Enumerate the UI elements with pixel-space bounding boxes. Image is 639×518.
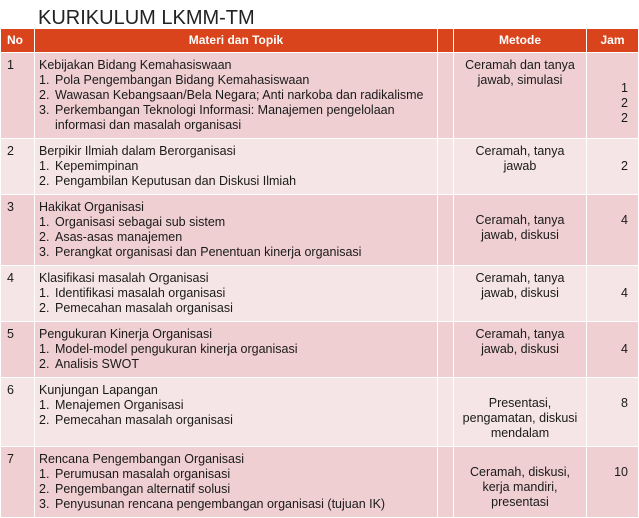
subtopic-item <box>39 103 433 133</box>
table-row <box>1 447 639 518</box>
topic-cell <box>35 322 438 378</box>
subtopic-list <box>39 159 433 189</box>
subtopic-item <box>39 497 433 512</box>
subtopic-text: Organisasi sebagai sub sistem <box>55 215 226 229</box>
header-jam: Jam <box>587 29 639 53</box>
method-text: Ceramah, diskusi, kerja mandiri, presentasi <box>469 465 571 509</box>
row-number: 3 <box>1 195 35 266</box>
page-title: KURIKULUM LKMM-TM <box>38 7 255 29</box>
subtopic-number: 2. <box>39 301 50 315</box>
topic-title: Kunjungan Lapangan <box>39 383 158 397</box>
subtopic-number: 2. <box>39 88 50 102</box>
subtopic-number: 2. <box>39 174 50 188</box>
topic-title: Berpikir Ilmiah dalam Berorganisasi <box>39 144 236 158</box>
subtopic-item <box>39 342 433 357</box>
header-materi: Materi dan Topik <box>35 29 438 53</box>
subtopic-number: 2. <box>39 230 50 244</box>
subtopic-text: Menajemen Organisasi <box>55 398 184 412</box>
subtopic-item <box>39 159 433 174</box>
method-text: Presentasi, pengamatan, diskusi mendalam <box>462 396 578 440</box>
blank-cell <box>438 447 454 518</box>
table-header-row <box>1 29 639 53</box>
subtopic-number: 1. <box>39 286 50 300</box>
hours-value: 8 <box>621 396 628 410</box>
subtopic-text: Perumusan masalah organisasi <box>55 467 231 481</box>
subtopic-number: 1. <box>39 467 50 481</box>
subtopic-text: Perkembangan Teknologi Informasi: Manajemen pengelolaan informasi dan masalah organisasi <box>55 103 395 132</box>
row-number: 4 <box>1 266 35 322</box>
subtopic-item <box>39 482 433 497</box>
subtopic-text: Asas-asas manajemen <box>55 230 183 244</box>
table-row <box>1 266 639 322</box>
table-row <box>1 322 639 378</box>
hours-value: 2 <box>621 159 628 173</box>
method-cell <box>454 378 587 447</box>
subtopic-list <box>39 73 433 133</box>
hours-cell <box>587 139 639 195</box>
method-cell <box>454 139 587 195</box>
subtopic-number: 2. <box>39 413 50 427</box>
subtopic-list <box>39 342 433 372</box>
subtopic-list <box>39 286 433 316</box>
subtopic-item <box>39 215 433 230</box>
topic-title: Hakikat Organisasi <box>39 200 144 214</box>
hours-cell <box>587 322 639 378</box>
row-number: 2 <box>1 139 35 195</box>
method-cell <box>454 195 587 266</box>
subtopic-item <box>39 88 433 103</box>
hours-cell <box>587 266 639 322</box>
hours-cell <box>587 195 639 266</box>
blank-cell <box>438 139 454 195</box>
table-row <box>1 53 639 139</box>
blank-cell <box>438 266 454 322</box>
subtopic-text: Pengambilan Keputusan dan Diskusi Ilmiah <box>55 174 297 188</box>
topic-title: Kebijakan Bidang Kemahasiswaan <box>39 58 232 72</box>
subtopic-text: Penyusunan rencana pengembangan organisasi (tujuan IK) <box>55 497 386 511</box>
topic-cell <box>35 266 438 322</box>
hours-stack <box>597 396 628 411</box>
method-cell <box>454 322 587 378</box>
subtopic-item <box>39 413 433 428</box>
subtopic-list <box>39 215 433 260</box>
blank-cell <box>438 322 454 378</box>
blank-cell <box>438 53 454 139</box>
header-metode: Metode <box>454 29 587 53</box>
table-row <box>1 378 639 447</box>
subtopic-text: Identifikasi masalah organisasi <box>55 286 226 300</box>
hours-cell <box>587 378 639 447</box>
method-text: Ceramah, tanya jawab, diskusi <box>475 271 565 300</box>
subtopic-text: Kepemimpinan <box>55 159 139 173</box>
table-row <box>1 195 639 266</box>
table-body <box>1 53 639 518</box>
subtopic-text: Pemecahan masalah organisasi <box>55 301 233 315</box>
subtopic-number: 1. <box>39 342 50 356</box>
subtopic-text: Pemecahan masalah organisasi <box>55 413 233 427</box>
subtopic-item <box>39 467 433 482</box>
subtopic-item <box>39 245 433 260</box>
subtopic-text: Pola Pengembangan Bidang Kemahasiswaan <box>55 73 310 87</box>
subtopic-number: 3. <box>39 245 50 259</box>
hours-value: 4 <box>621 213 628 227</box>
curriculum-table <box>0 28 639 518</box>
subtopic-text: Pengembangan alternatif solusi <box>55 482 231 496</box>
subtopic-list <box>39 398 433 428</box>
hours-stack <box>597 286 628 301</box>
hours-value: 2 <box>621 96 628 110</box>
method-cell <box>454 447 587 518</box>
hours-value: 4 <box>621 286 628 300</box>
method-text: Ceramah dan tanya jawab, simulasi <box>465 58 575 87</box>
subtopic-number: 1. <box>39 215 50 229</box>
topic-cell <box>35 195 438 266</box>
hours-stack <box>597 213 628 228</box>
subtopic-number: 2. <box>39 357 50 371</box>
method-cell <box>454 266 587 322</box>
subtopic-number: 3. <box>39 103 50 117</box>
row-number: 1 <box>1 53 35 139</box>
subtopic-item <box>39 357 433 372</box>
row-number: 5 <box>1 322 35 378</box>
method-text: Ceramah, tanya jawab, diskusi <box>475 213 565 242</box>
subtopic-item <box>39 286 433 301</box>
topic-cell <box>35 139 438 195</box>
topic-cell <box>35 447 438 518</box>
blank-cell <box>438 195 454 266</box>
hours-stack <box>597 81 628 126</box>
subtopic-item <box>39 301 433 316</box>
subtopic-item <box>39 230 433 245</box>
subtopic-list <box>39 467 433 512</box>
hours-stack <box>597 342 628 357</box>
subtopic-item <box>39 174 433 189</box>
method-text: Ceramah, tanya jawab <box>475 144 565 173</box>
table-row <box>1 139 639 195</box>
subtopic-number: 2. <box>39 482 50 496</box>
hours-value: 2 <box>621 111 628 125</box>
topic-title: Rencana Pengembangan Organisasi <box>39 452 244 466</box>
row-number: 6 <box>1 378 35 447</box>
hours-value: 4 <box>621 342 628 356</box>
subtopic-text: Wawasan Kebangsaan/Bela Negara; Anti narkoba dan radikalisme <box>55 88 424 102</box>
subtopic-text: Perangkat organisasi dan Penentuan kinerja organisasi <box>55 245 362 259</box>
hours-cell <box>587 53 639 139</box>
subtopic-number: 1. <box>39 398 50 412</box>
topic-cell <box>35 53 438 139</box>
hours-cell <box>587 447 639 518</box>
blank-cell <box>438 378 454 447</box>
subtopic-number: 1. <box>39 159 50 173</box>
header-blank <box>438 29 454 53</box>
method-cell <box>454 53 587 139</box>
topic-title: Klasifikasi masalah Organisasi <box>39 271 209 285</box>
subtopic-number: 1. <box>39 73 50 87</box>
hours-stack <box>597 159 628 174</box>
hours-stack <box>597 465 628 480</box>
header-no: No <box>1 29 35 53</box>
method-text: Ceramah, tanya jawab, diskusi <box>475 327 565 356</box>
subtopic-text: Analisis SWOT <box>55 357 140 371</box>
subtopic-item <box>39 398 433 413</box>
subtopic-item <box>39 73 433 88</box>
subtopic-number: 3. <box>39 497 50 511</box>
subtopic-text: Model-model pengukuran kinerja organisasi <box>55 342 298 356</box>
topic-cell <box>35 378 438 447</box>
topic-title: Pengukuran Kinerja Organisasi <box>39 327 213 341</box>
row-number: 7 <box>1 447 35 518</box>
hours-value: 10 <box>614 465 628 479</box>
hours-value: 1 <box>621 81 628 95</box>
